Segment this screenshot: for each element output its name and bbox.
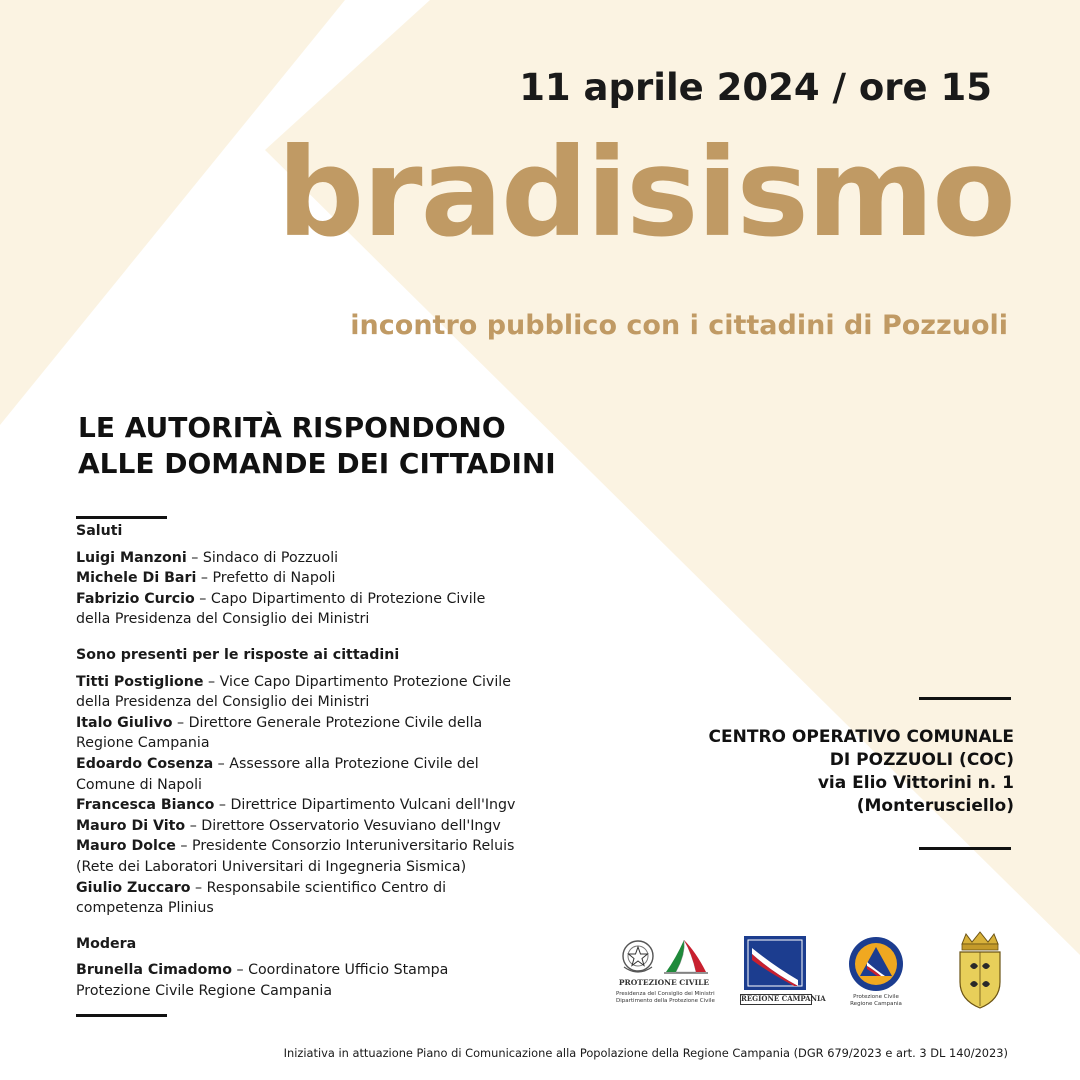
speaker-name: Francesca Bianco bbox=[76, 797, 215, 814]
section-title: Modera bbox=[76, 935, 137, 952]
speaker-role: – Presidente Consorzio Interuniversitario Reluis bbox=[175, 838, 515, 855]
speaker-role-continued: Comune di Napoli bbox=[76, 776, 202, 793]
speaker-name: Titti Postiglione bbox=[76, 673, 204, 690]
divider-venue-bottom bbox=[919, 847, 1011, 850]
speaker-role-continued: della Presidenza del Consiglio dei Ministri bbox=[76, 694, 370, 711]
divider-program-top bbox=[76, 516, 167, 519]
list-item bbox=[76, 816, 596, 837]
headline-line-2: ALLE DOMANDE DEI CITTADINI bbox=[78, 447, 556, 480]
section-title: Saluti bbox=[76, 523, 123, 539]
speaker-role-continued: Regione Campania bbox=[76, 735, 210, 752]
speaker-name: Edoardo Cosenza bbox=[76, 755, 214, 772]
event-date: 11 aprile 2024 / ore 15 bbox=[519, 66, 992, 109]
list-item bbox=[76, 589, 596, 630]
speaker-role: – Prefetto di Napoli bbox=[196, 570, 336, 587]
regione-campania-title: REGIONE CAMPANIA bbox=[741, 994, 826, 1003]
speaker-name: Giulio Zuccaro bbox=[76, 879, 191, 896]
list-item bbox=[76, 672, 596, 713]
list-item bbox=[76, 960, 596, 1001]
list-item bbox=[76, 713, 596, 754]
list-item bbox=[76, 754, 596, 795]
list-item bbox=[76, 795, 596, 816]
regione-campania-emblem-icon bbox=[744, 936, 806, 990]
footer-note: Iniziativa in attuazione Piano di Comunicazione alla Popolazione della Regione Campania (DGR 679/2023 e art. 3 DL 140/2023) bbox=[283, 1046, 1008, 1060]
pc-campania-emblem-icon bbox=[848, 936, 904, 992]
pozzuoli-coat-of-arms-icon bbox=[956, 930, 1004, 1010]
headline-line-1: LE AUTORITÀ RISPONDONO bbox=[78, 411, 506, 444]
italian-emblem-icon bbox=[618, 936, 658, 978]
logos-row bbox=[616, 928, 1016, 1014]
subtitle: incontro pubblico con i cittadini di Pozzuoli bbox=[350, 310, 1008, 341]
list-item bbox=[76, 548, 596, 569]
venue-line-2: DI POZZUOLI (COC) bbox=[829, 750, 1014, 770]
pc-tricolor-triangle-icon bbox=[662, 936, 710, 976]
section-modera bbox=[76, 934, 596, 1002]
list-item bbox=[76, 568, 596, 589]
speaker-name: Luigi Manzoni bbox=[76, 549, 187, 566]
speaker-role-continued: (Rete dei Laboratori Universitari di Ingegneria Sismica) bbox=[76, 858, 467, 875]
speaker-name: Brunella Cimadomo bbox=[76, 962, 232, 979]
section-title: Sono presenti per le risposte ai cittadini bbox=[76, 646, 400, 663]
list-item bbox=[76, 836, 596, 877]
protezione-civile-logo bbox=[616, 928, 715, 1008]
headline bbox=[78, 410, 556, 482]
speaker-role: – Coordinatore Ufficio Stampa bbox=[231, 962, 449, 979]
pc-campania-line-2: Regione Campania bbox=[850, 1001, 902, 1007]
pc-sub-1: Presidenza del Consiglio dei Ministri bbox=[616, 991, 715, 997]
comune-pozzuoli-logo bbox=[956, 930, 1006, 1010]
venue-line-4: (Monterusciello) bbox=[856, 796, 1014, 816]
speaker-role-continued: competenza Plinius bbox=[76, 900, 214, 917]
section-presenti bbox=[76, 645, 596, 919]
venue-line-3: via Elio Vittorini n. 1 bbox=[817, 773, 1014, 793]
pc-regione-campania-logo bbox=[844, 936, 908, 1006]
speaker-role: – Capo Dipartimento di Protezione Civile bbox=[194, 590, 486, 607]
speaker-role: – Direttrice Dipartimento Vulcani dell'Ingv bbox=[214, 797, 516, 814]
speaker-name: Michele Di Bari bbox=[76, 570, 197, 587]
program bbox=[76, 521, 596, 1016]
speaker-role: – Direttore Osservatorio Vesuviano dell'Ingv bbox=[185, 817, 501, 834]
speaker-role-continued: della Presidenza del Consiglio dei Ministri bbox=[76, 611, 370, 628]
speaker-role: – Vice Capo Dipartimento Protezione Civile bbox=[203, 673, 511, 690]
speaker-role: – Sindaco di Pozzuoli bbox=[186, 549, 339, 566]
speaker-role: – Direttore Generale Protezione Civile della bbox=[172, 714, 483, 731]
speaker-role-continued: Protezione Civile Regione Campania bbox=[76, 982, 333, 999]
pc-sub-2: Dipartimento della Protezione Civile bbox=[616, 998, 715, 1004]
speaker-name: Italo Giulivo bbox=[76, 714, 173, 731]
main-title: bradisismo bbox=[277, 122, 1014, 264]
pc-campania-line-1: Protezione Civile bbox=[853, 994, 899, 1000]
speaker-role: – Responsabile scientifico Centro di bbox=[190, 879, 447, 896]
speaker-role: – Assessore alla Protezione Civile del bbox=[213, 755, 479, 772]
pc-title: PROTEZIONE CIVILE bbox=[618, 978, 710, 987]
list-item bbox=[76, 878, 596, 919]
divider-venue-top bbox=[919, 697, 1011, 700]
divider-program-bottom bbox=[76, 1014, 167, 1017]
speaker-name: Fabrizio Curcio bbox=[76, 590, 195, 607]
section-saluti bbox=[76, 521, 596, 630]
speaker-name: Mauro Dolce bbox=[76, 838, 176, 855]
speaker-name: Mauro Di Vito bbox=[76, 817, 186, 834]
venue-address bbox=[709, 726, 1014, 818]
venue-line-1: CENTRO OPERATIVO COMUNALE bbox=[708, 727, 1014, 747]
regione-campania-logo bbox=[740, 936, 826, 1004]
